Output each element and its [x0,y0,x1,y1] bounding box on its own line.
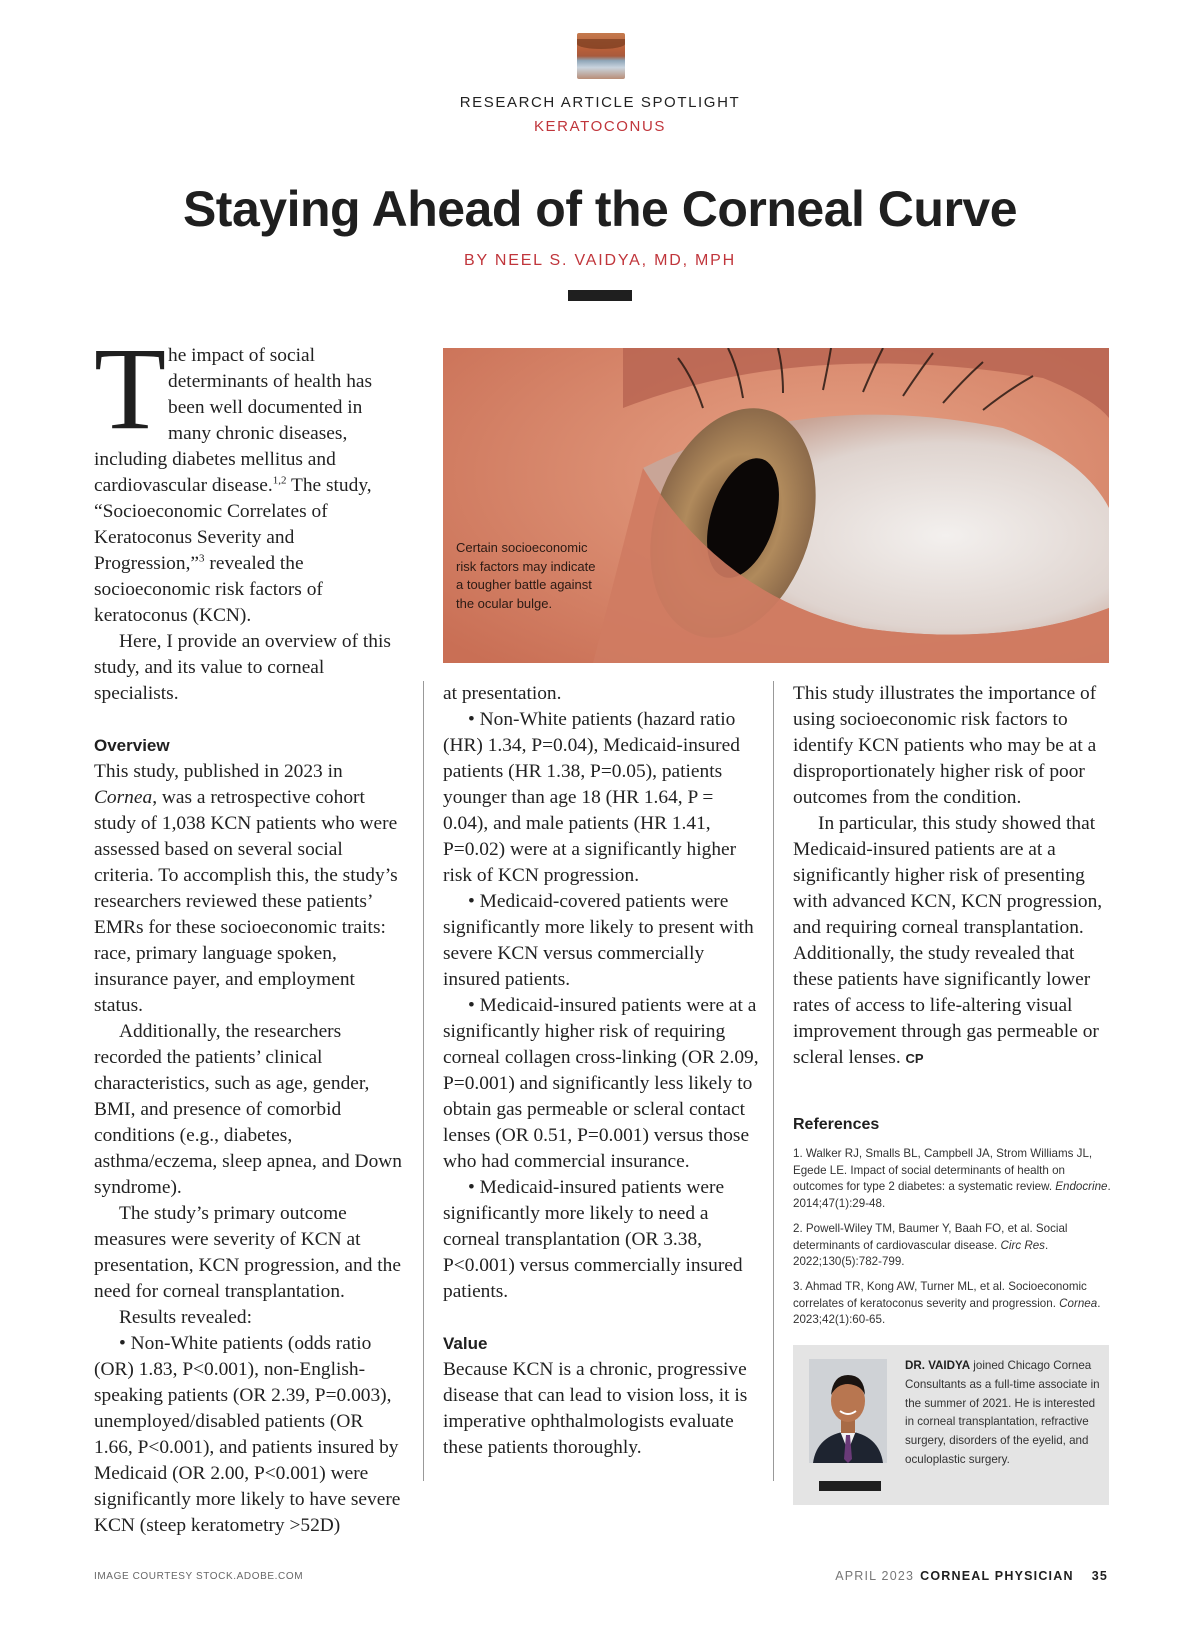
page-title: Staying Ahead of the Corneal Curve [182,181,1018,237]
citation-marker: 1,2 [272,474,287,487]
byline: BY NEEL S. VAIDYA, MD, MPH [463,252,737,269]
column-left [94,323,402,1539]
column-right [793,681,1111,1072]
bullet-item: • Non-White patients (odds ratio (OR) 1.83, P<0.001), non-English-speaking patients (OR 2.39, P=0.003), unemployed/disabled patients (OR 1.66, P<0.001), and patients insured by Medicaid (OR 2.00, P<0.001) were significantly more likely to have severe KCN (steep keratometry >52D) [94,1333,401,1536]
overview-paragraph-2: Additionally, the researchers recorded the patients’ clinical characteristics, such as age, gender, BMI, and presence of comorbid conditions (e.g., diabetes, asthma/eczema, sleep apnea, and Down syndrome). [94,1021,402,1198]
magazine-name: CORNEAL PHYSICIAN [920,1569,1074,1583]
intro-text-a: he impact of social determinants of health has been well documented in many chronic diseases, including diabetes mellitus and cardiovascular disease. [94,345,373,496]
overview-heading: Overview [94,736,170,755]
author-name: DR. VAIDYA [905,1359,971,1372]
page-number: 35 [1091,1569,1108,1583]
intro-paragraph [94,323,402,629]
reference-item: 3. Ahmad TR, Kong AW, Turner ML, et al. Socioeconomic correlates of keratoconus severity and progression. Cornea. 2023;42(1):60-65. [793,1280,1101,1326]
bio-divider [819,1481,881,1491]
value-paragraph: Because KCN is a chronic, progressive disease that can lead to vision loss, it is imperative ophthalmologists evaluate these patients thoroughly. [443,1359,748,1458]
eye-closeup-photo [443,348,1109,663]
bullet-item: • Medicaid-insured patients were at a significantly higher risk of requiring corneal collagen cross-linking (OR 2.09, P=0.001) and significantly less likely to obtain gas permeable or scleral contact lenses (OR 0.51, P=0.001) versus those who had commercial insurance. [443,995,759,1172]
author-bio-text: DR. VAIDYA joined Chicago Cornea Consultants as a full-time associate in the summer of 2021. He is interested in corneal transplantation, refractive surgery, disorders of the eyelid, and oculoplastic surgery. [905,1359,1100,1466]
citation-marker: 3 [199,552,205,565]
issue-date: APRIL 2023 [835,1569,915,1583]
intro-text-b: The study, “Socioeconomic Correlates of Keratoconus Severity and Progression,” [94,475,372,574]
header-thumbnail-image [577,33,625,79]
title-divider [568,290,632,301]
bullet-item: • Non-White patients (hazard ratio (HR) 1.34, P=0.04), Medicaid-insured patients (HR 1.38, P=0.05), patients younger than age 18 (HR 1.64, P = 0.04), and male patients (HR 1.41, P=0.02) were at a significantly higher risk of KCN progression. [443,709,740,886]
photo-caption: Certain socioeconomic risk factors may indicate a tougher battle against the ocular bulge. [456,540,596,611]
bullet-item: • Medicaid-covered patients were significantly more likely to present with severe KCN versus commercially insured patients. [443,891,754,990]
journal-name: Cornea [94,787,153,808]
page-footer [835,1569,1108,1583]
conclusion-paragraph-2: In particular, this study showed that Medicaid-insured patients are at a significantly higher risk of presenting with advanced KCN, KCN progression, and requiring corneal transplantation. Additionally, the study revealed that these patients have significantly lower rates of access to life-altering visual improvement through gas permeable or scleral lenses. CP [793,813,1103,1068]
reference-item: 1. Walker RJ, Smalls BL, Campbell JA, Strom Williams JL, Egede LE. Impact of social determinants of health on outcomes for type 2 diabetes: a systematic review. Endocrine. 2014;47(1):29-48. [793,1147,1111,1210]
value-heading: Value [443,1334,488,1353]
column-middle [443,681,761,1461]
end-mark: CP [905,1051,924,1066]
intro-paragraph-2: Here, I provide an overview of this study, and its value to corneal specialists. [94,631,391,704]
column-rule [423,681,424,1481]
drop-cap: T [94,323,167,454]
image-credit: IMAGE COURTESY STOCK.ADOBE.COM [94,1571,304,1582]
continued-text: at presentation. [443,683,562,704]
bullet-item: • Medicaid-insured patients were significantly more likely to need a corneal transplantation (OR 3.38, P<0.001) versus commercially insured patients. [443,1177,743,1302]
references-heading: References [793,1116,880,1133]
overview-paragraph-1: This study, published in 2023 in Cornea, was a retrospective cohort study of 1,038 KCN patients who were assessed based on several social criteria. To accomplish this, the study’s researchers reviewed these patients’ EMRs for these socioeconomic traits: race, primary language spoken, insurance payer, and employment status. [94,761,398,1016]
reference-item: 2. Powell-Wiley TM, Baumer Y, Baah FO, et al. Social determinants of cardiovascular disease. Circ Res. 2022;130(5):782-799. [793,1222,1068,1268]
column-rule [773,681,774,1481]
author-bio-box [793,1345,1109,1505]
section-label: KERATOCONUS [533,118,667,135]
overview-paragraph-3: The study’s primary outcome measures were severity of KCN at presentation, KCN progression, and the need for corneal transplantation. [94,1203,401,1302]
author-photo [809,1359,887,1463]
intro-text-c: revealed the socioeconomic risk factors of keratoconus (KCN). [94,553,323,626]
eye-illustration [443,348,1109,663]
results-intro: Results revealed: [119,1307,252,1328]
article-kicker: RESEARCH ARTICLE SPOTLIGHT [459,94,741,111]
conclusion-paragraph-1: This study illustrates the importance of using socioeconomic risk factors to identify KCN patients who may be at a disproportionately higher risk of poor outcomes from the condition. [793,683,1097,808]
